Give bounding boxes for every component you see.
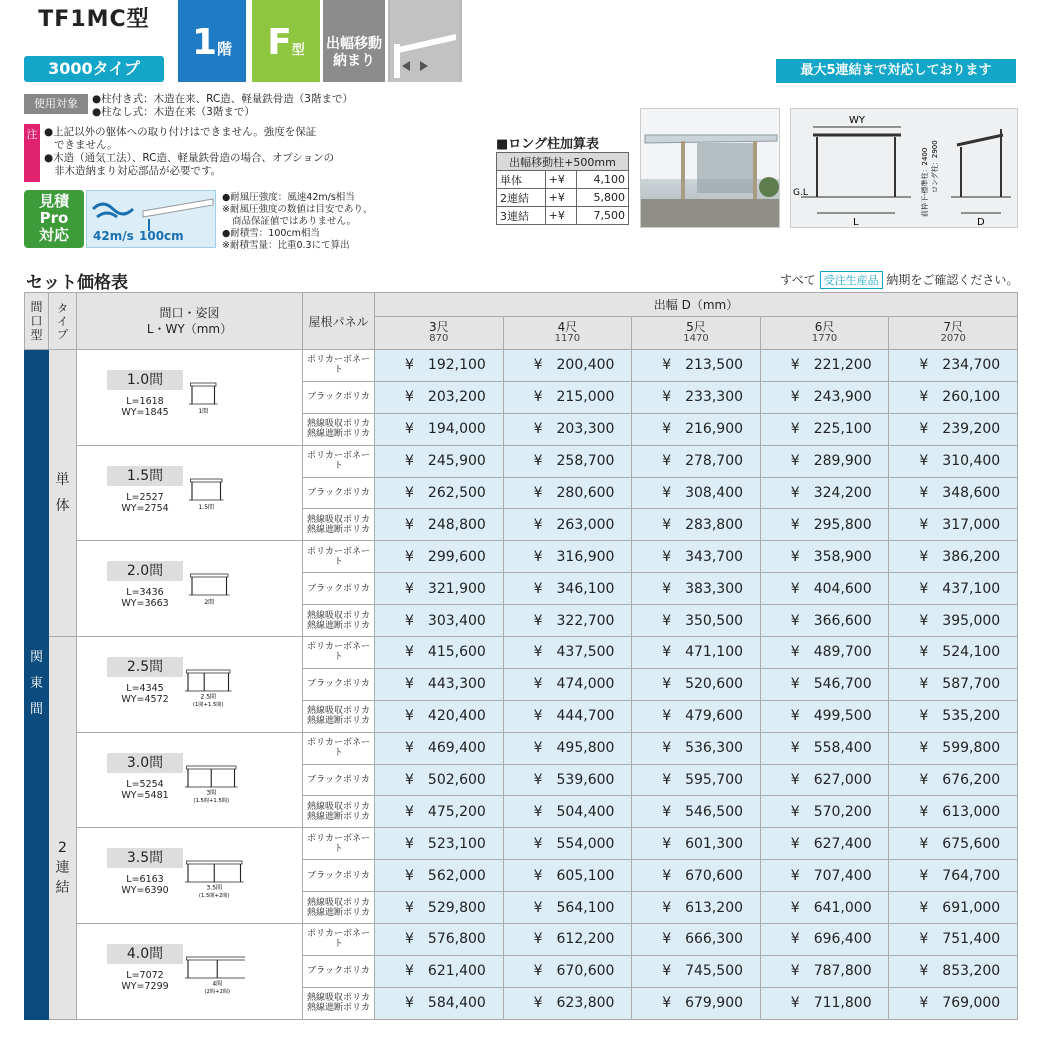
span-dimensions: L=1618 WY=1845	[121, 396, 169, 418]
price-cell: ¥ 595,700	[632, 764, 761, 796]
price-cell: ¥ 524,100	[889, 637, 1018, 669]
order-note-pre: すべて	[780, 273, 816, 287]
span-dimensions: L=3436 WY=3663	[121, 587, 169, 610]
price-cell: ¥ 546,500	[632, 796, 761, 828]
price-cell: ¥ 420,400	[375, 700, 504, 732]
quote-line1: 見積	[38, 192, 69, 210]
quote-pro-badge	[24, 190, 84, 248]
price-cell: ¥ 621,400	[375, 955, 504, 987]
span-figure-icon	[189, 563, 249, 621]
spec-note: ●耐積雪：100cm相当	[222, 228, 320, 239]
svg-text:(2間+2間): (2間+2間)	[204, 989, 231, 996]
span-label: 1.5間	[107, 466, 183, 486]
price-cell: ¥ 562,000	[375, 860, 504, 892]
note-item: 非木造納まり対応部品が必要です。	[54, 165, 222, 177]
price-cell: ¥ 613,200	[632, 892, 761, 924]
table-row	[25, 445, 1018, 477]
price-cell: ¥ 350,500	[632, 605, 761, 637]
usage-item: ●柱付き式：木造在来、RC造、軽量鉄骨造（3階まで）	[92, 93, 353, 105]
col-header-span-figure: 間口・姿図 L・WY（mm）	[77, 293, 303, 350]
price-cell: ¥ 576,800	[375, 924, 504, 956]
dimension-diagram	[790, 108, 1018, 228]
price-cell: ¥ 471,100	[632, 637, 761, 669]
price-cell: ¥ 192,100	[375, 350, 504, 382]
span-figure-icon	[185, 946, 245, 1004]
span-dimensions: L=2527 WY=2754	[121, 491, 169, 514]
price-cell: ¥ 289,900	[760, 445, 889, 477]
price-cell: ¥ 283,800	[632, 509, 761, 541]
wind-snow-spec-icon	[86, 190, 216, 248]
long-post-title: ■ロング柱加算表	[496, 137, 600, 152]
price-cell: ¥ 764,700	[889, 860, 1018, 892]
price-cell: ¥ 535,200	[889, 700, 1018, 732]
depth-mm: 1470	[683, 333, 709, 344]
height-label-2: ロング柱：2900	[931, 140, 939, 193]
table-row	[25, 924, 1018, 956]
price-cell: ¥ 479,600	[632, 700, 761, 732]
snow-load-value: 100cm	[139, 229, 184, 243]
price-cell: ¥ 234,700	[889, 350, 1018, 382]
depth-header	[503, 317, 632, 350]
price-cell: ¥ 536,300	[632, 732, 761, 764]
price-cell: ¥ 691,000	[889, 892, 1018, 924]
panel-type: 熱線吸収ポリカ 熱線遮断ポリカ	[303, 509, 375, 541]
long-post-sign: +¥	[545, 189, 576, 207]
price-cell: ¥ 310,400	[889, 445, 1018, 477]
price-cell: ¥ 203,300	[503, 413, 632, 445]
panel-type: ブラックポリカ	[303, 477, 375, 509]
table-row	[25, 637, 1018, 669]
span-figure-cell	[77, 732, 303, 828]
panel-type: ブラックポリカ	[303, 955, 375, 987]
span-dimensions: L=6163 WY=6390	[121, 874, 169, 897]
panel-type: ポリカーボネート	[303, 350, 375, 382]
span-label: 1.0間	[107, 370, 183, 390]
span-dimensions: L=4345 WY=4572	[121, 683, 169, 706]
price-cell: ¥ 623,800	[503, 987, 632, 1019]
price-cell: ¥ 751,400	[889, 924, 1018, 956]
usage-item: ●柱なし式：木造在来（3階まで）	[92, 106, 255, 118]
table-row	[25, 732, 1018, 764]
price-cell: ¥ 587,700	[889, 668, 1018, 700]
long-post-value: 4,100	[576, 171, 628, 189]
note-list	[44, 126, 404, 178]
span-label: 2.5間	[107, 657, 183, 677]
price-table	[24, 292, 1018, 1020]
long-post-label: 単体	[497, 171, 546, 189]
svg-text:(1間+1.5間): (1間+1.5間)	[192, 702, 224, 709]
price-cell: ¥ 599,800	[889, 732, 1018, 764]
model-title: TF1MC型	[38, 7, 150, 32]
span-dimensions: L=7072 WY=7299	[121, 970, 169, 993]
price-cell: ¥ 641,000	[760, 892, 889, 924]
wy-label: WY	[849, 115, 865, 126]
span-figure-cell	[77, 828, 303, 924]
note-item: ●木造（通気工法）、RC造、軽量鉄骨造の場合、オプションの	[44, 152, 335, 164]
span-figure-icon	[185, 659, 245, 717]
depth-shaku: 7尺	[943, 320, 963, 334]
quote-line2: Pro	[39, 209, 69, 227]
price-cell: ¥ 495,800	[503, 732, 632, 764]
price-cell: ¥ 437,500	[503, 637, 632, 669]
span-label: 3.0間	[107, 753, 183, 773]
price-cell: ¥ 216,900	[632, 413, 761, 445]
depth-mm: 2070	[940, 333, 966, 344]
price-cell: ¥ 711,800	[760, 987, 889, 1019]
svg-text:2.5間: 2.5間	[200, 693, 217, 701]
price-cell: ¥ 546,700	[760, 668, 889, 700]
long-post-table	[496, 152, 629, 225]
span-figure-icon	[185, 850, 245, 908]
price-cell: ¥ 221,200	[760, 350, 889, 382]
depth-shaku: 5尺	[686, 320, 706, 334]
price-cell: ¥ 260,100	[889, 381, 1018, 413]
price-cell: ¥ 263,000	[503, 509, 632, 541]
span-figure-cell	[77, 541, 303, 637]
price-cell: ¥ 612,200	[503, 924, 632, 956]
price-cell: ¥ 504,400	[503, 796, 632, 828]
price-cell: ¥ 499,500	[760, 700, 889, 732]
price-cell: ¥ 248,800	[375, 509, 504, 541]
table-row	[25, 350, 1018, 382]
spec-notes	[222, 192, 402, 252]
span-label: 3.5間	[107, 848, 183, 868]
price-cell: ¥ 679,900	[632, 987, 761, 1019]
depth-mm: 1170	[554, 333, 581, 344]
price-cell: ¥ 383,300	[632, 573, 761, 605]
price-cell: ¥ 262,500	[375, 477, 504, 509]
price-cell: ¥ 203,200	[375, 381, 504, 413]
span-dimensions: L=5254 WY=5481	[121, 778, 169, 801]
price-cell: ¥ 299,600	[375, 541, 504, 573]
price-cell: ¥ 308,400	[632, 477, 761, 509]
price-cell: ¥ 675,600	[889, 828, 1018, 860]
panel-type: ポリカーボネート	[303, 732, 375, 764]
price-cell: ¥ 613,000	[889, 796, 1018, 828]
panel-type: ポリカーボネート	[303, 637, 375, 669]
price-cell: ¥ 233,300	[632, 381, 761, 413]
col-header-span-type: 間口 型	[25, 293, 49, 350]
side-mount-diagram-icon	[388, 0, 462, 82]
panel-type: 熱線吸収ポリカ 熱線遮断ポリカ	[303, 796, 375, 828]
long-post-row	[497, 207, 629, 225]
price-cell: ¥ 627,400	[760, 828, 889, 860]
price-cell: ¥ 239,200	[889, 413, 1018, 445]
span-figure-cell	[77, 924, 303, 1020]
panel-type: ブラックポリカ	[303, 668, 375, 700]
gl-label: G.L	[793, 188, 808, 198]
long-post-row	[497, 171, 629, 189]
svg-text:(1.5間+2間): (1.5間+2間)	[198, 893, 230, 900]
order-note-post: 納期をご確認ください。	[886, 273, 1019, 287]
price-cell: ¥ 346,100	[503, 573, 632, 605]
svg-text:3.5間: 3.5間	[206, 884, 223, 892]
l-label: L	[853, 217, 859, 228]
long-post-label: 3連結	[497, 207, 546, 225]
price-cell: ¥ 539,600	[503, 764, 632, 796]
price-cell: ¥ 324,200	[760, 477, 889, 509]
panel-type: 熱線吸収ポリカ 熱線遮断ポリカ	[303, 700, 375, 732]
long-post-sign: +¥	[545, 171, 576, 189]
price-cell: ¥ 404,600	[760, 573, 889, 605]
price-cell: ¥ 316,900	[503, 541, 632, 573]
span-figure-icon	[185, 755, 245, 813]
price-cell: ¥ 200,400	[503, 350, 632, 382]
side-mount-line2: 納まり	[333, 53, 375, 69]
price-cell: ¥ 317,000	[889, 509, 1018, 541]
section-title: セット価格表	[26, 273, 128, 293]
long-post-sign: +¥	[545, 207, 576, 225]
price-cell: ¥ 601,300	[632, 828, 761, 860]
price-cell: ¥ 520,600	[632, 668, 761, 700]
usage-list	[92, 93, 452, 119]
depth-header	[375, 317, 504, 350]
price-cell: ¥ 443,300	[375, 668, 504, 700]
order-note	[780, 271, 1018, 289]
price-cell: ¥ 558,400	[760, 732, 889, 764]
price-cell: ¥ 280,600	[503, 477, 632, 509]
made-to-order-tag: 受注生産品	[820, 271, 883, 289]
price-cell: ¥ 444,700	[503, 700, 632, 732]
depth-shaku: 6尺	[814, 320, 835, 334]
depth-header	[889, 317, 1018, 350]
depth-shaku: 3尺	[428, 320, 449, 334]
price-cell: ¥ 853,200	[889, 955, 1018, 987]
panel-type: ブラックポリカ	[303, 860, 375, 892]
svg-text:1間: 1間	[198, 408, 209, 415]
price-cell: ¥ 258,700	[503, 445, 632, 477]
floor-badge	[178, 0, 246, 82]
price-cell: ¥ 278,700	[632, 445, 761, 477]
price-cell: ¥ 386,200	[889, 541, 1018, 573]
price-cell: ¥ 605,100	[503, 860, 632, 892]
price-cell: ¥ 295,800	[760, 509, 889, 541]
price-cell: ¥ 343,700	[632, 541, 761, 573]
long-post-value: 5,800	[576, 189, 628, 207]
price-cell: ¥ 670,600	[503, 955, 632, 987]
panel-type: ポリカーボネート	[303, 541, 375, 573]
panel-type: ブラックポリカ	[303, 573, 375, 605]
price-cell: ¥ 245,900	[375, 445, 504, 477]
col-header-depth: 出幅 D（mm）	[375, 293, 1018, 317]
type-badge: 3000タイプ	[24, 56, 164, 82]
price-cell: ¥ 627,000	[760, 764, 889, 796]
price-cell: ¥ 395,000	[889, 605, 1018, 637]
price-cell: ¥ 554,000	[503, 828, 632, 860]
region-label: 関 東 間	[25, 350, 49, 1020]
price-cell: ¥ 215,000	[503, 381, 632, 413]
price-cell: ¥ 584,400	[375, 987, 504, 1019]
height-label: 前枠下-標準柱：2400	[921, 147, 929, 217]
f-type-unit: 型	[291, 43, 305, 58]
table-row	[25, 541, 1018, 573]
span-figure-icon	[189, 372, 249, 430]
span-figure-icon	[189, 468, 249, 526]
spec-note: ※耐積雪量：比重0.3にて算出	[222, 240, 350, 251]
price-cell: ¥ 437,100	[889, 573, 1018, 605]
floor-number: 1	[191, 22, 218, 63]
price-cell: ¥ 469,400	[375, 732, 504, 764]
price-cell: ¥ 666,300	[632, 924, 761, 956]
side-mount-badge	[323, 0, 385, 82]
panel-type: ブラックポリカ	[303, 381, 375, 413]
price-cell: ¥ 322,700	[503, 605, 632, 637]
price-cell: ¥ 676,200	[889, 764, 1018, 796]
long-post-label: 2連結	[497, 189, 546, 207]
price-cell: ¥ 321,900	[375, 573, 504, 605]
price-cell: ¥ 696,400	[760, 924, 889, 956]
price-cell: ¥ 769,000	[889, 987, 1018, 1019]
table-row	[25, 828, 1018, 860]
price-cell: ¥ 225,100	[760, 413, 889, 445]
wind-speed-value: 42m/s	[93, 229, 134, 243]
long-post-row	[497, 189, 629, 207]
svg-text:4間: 4間	[212, 980, 223, 988]
span-figure-cell	[77, 350, 303, 446]
d-label: D	[977, 217, 985, 228]
note-item: できません。	[54, 139, 118, 151]
col-header-panel: 屋根パネル	[303, 293, 375, 350]
long-post-header: 出幅移動柱+500mm	[497, 153, 629, 171]
panel-type: ポリカーボネート	[303, 445, 375, 477]
col-header-type: タ イ プ	[49, 293, 77, 350]
svg-text:(1.5間+1.5間): (1.5間+1.5間)	[193, 797, 230, 804]
price-cell: ¥ 523,100	[375, 828, 504, 860]
price-cell: ¥ 489,700	[760, 637, 889, 669]
panel-type: 熱線吸収ポリカ 熱線遮断ポリカ	[303, 892, 375, 924]
panel-type: ポリカーボネート	[303, 828, 375, 860]
note-tag: 注	[24, 124, 40, 182]
span-label: 2.0間	[107, 561, 183, 581]
price-cell: ¥ 415,600	[375, 637, 504, 669]
price-cell: ¥ 194,000	[375, 413, 504, 445]
side-mount-line1: 出幅移動	[326, 36, 382, 52]
spec-note: 商品保証値ではありません。	[232, 216, 357, 227]
price-cell: ¥ 564,100	[503, 892, 632, 924]
span-label: 4.0間	[107, 944, 183, 964]
price-cell: ¥ 474,000	[503, 668, 632, 700]
depth-header	[760, 317, 889, 350]
price-cell: ¥ 570,200	[760, 796, 889, 828]
max-connection-banner[interactable]: 最大5連結まで対応しております	[776, 59, 1016, 83]
type-single: 単 体	[49, 350, 77, 637]
spec-note: ※耐風圧強度の数値は目安であり、	[222, 204, 373, 215]
svg-text:1.5間: 1.5間	[198, 503, 215, 511]
span-figure-cell	[77, 445, 303, 541]
depth-header	[632, 317, 761, 350]
panel-type: 熱線吸収ポリカ 熱線遮断ポリカ	[303, 605, 375, 637]
price-cell: ¥ 670,600	[632, 860, 761, 892]
price-cell: ¥ 348,600	[889, 477, 1018, 509]
price-cell: ¥ 745,500	[632, 955, 761, 987]
price-cell: ¥ 213,500	[632, 350, 761, 382]
svg-text:2間: 2間	[204, 599, 215, 607]
depth-mm: 870	[429, 333, 449, 344]
f-type-badge	[252, 0, 320, 82]
long-post-value: 7,500	[576, 207, 628, 225]
spec-note: ●耐風圧強度：風速42m/s相当	[222, 192, 355, 203]
price-cell: ¥ 366,600	[760, 605, 889, 637]
floor-unit: 階	[217, 40, 233, 58]
panel-type: ポリカーボネート	[303, 924, 375, 956]
price-cell: ¥ 358,900	[760, 541, 889, 573]
price-cell: ¥ 303,400	[375, 605, 504, 637]
price-cell: ¥ 502,600	[375, 764, 504, 796]
depth-mm: 1770	[811, 333, 838, 344]
price-cell: ¥ 707,400	[760, 860, 889, 892]
span-figure-cell	[77, 637, 303, 733]
price-cell: ¥ 475,200	[375, 796, 504, 828]
product-photo	[640, 108, 780, 228]
panel-type: ブラックポリカ	[303, 764, 375, 796]
depth-shaku: 4尺	[557, 320, 578, 334]
price-cell: ¥ 243,900	[760, 381, 889, 413]
usage-tag: 使用対象	[24, 94, 88, 114]
price-cell: ¥ 787,800	[760, 955, 889, 987]
type-double: 2 連 結	[49, 637, 77, 1020]
svg-text:3間: 3間	[206, 789, 217, 797]
quote-line3: 対応	[38, 226, 69, 244]
panel-type: 熱線吸収ポリカ 熱線遮断ポリカ	[303, 413, 375, 445]
note-item: ●上記以外の躯体への取り付けはできません。強度を保証	[44, 126, 317, 138]
f-type-letter: F	[267, 22, 292, 63]
panel-type: 熱線吸収ポリカ 熱線遮断ポリカ	[303, 987, 375, 1019]
price-cell: ¥ 529,800	[375, 892, 504, 924]
